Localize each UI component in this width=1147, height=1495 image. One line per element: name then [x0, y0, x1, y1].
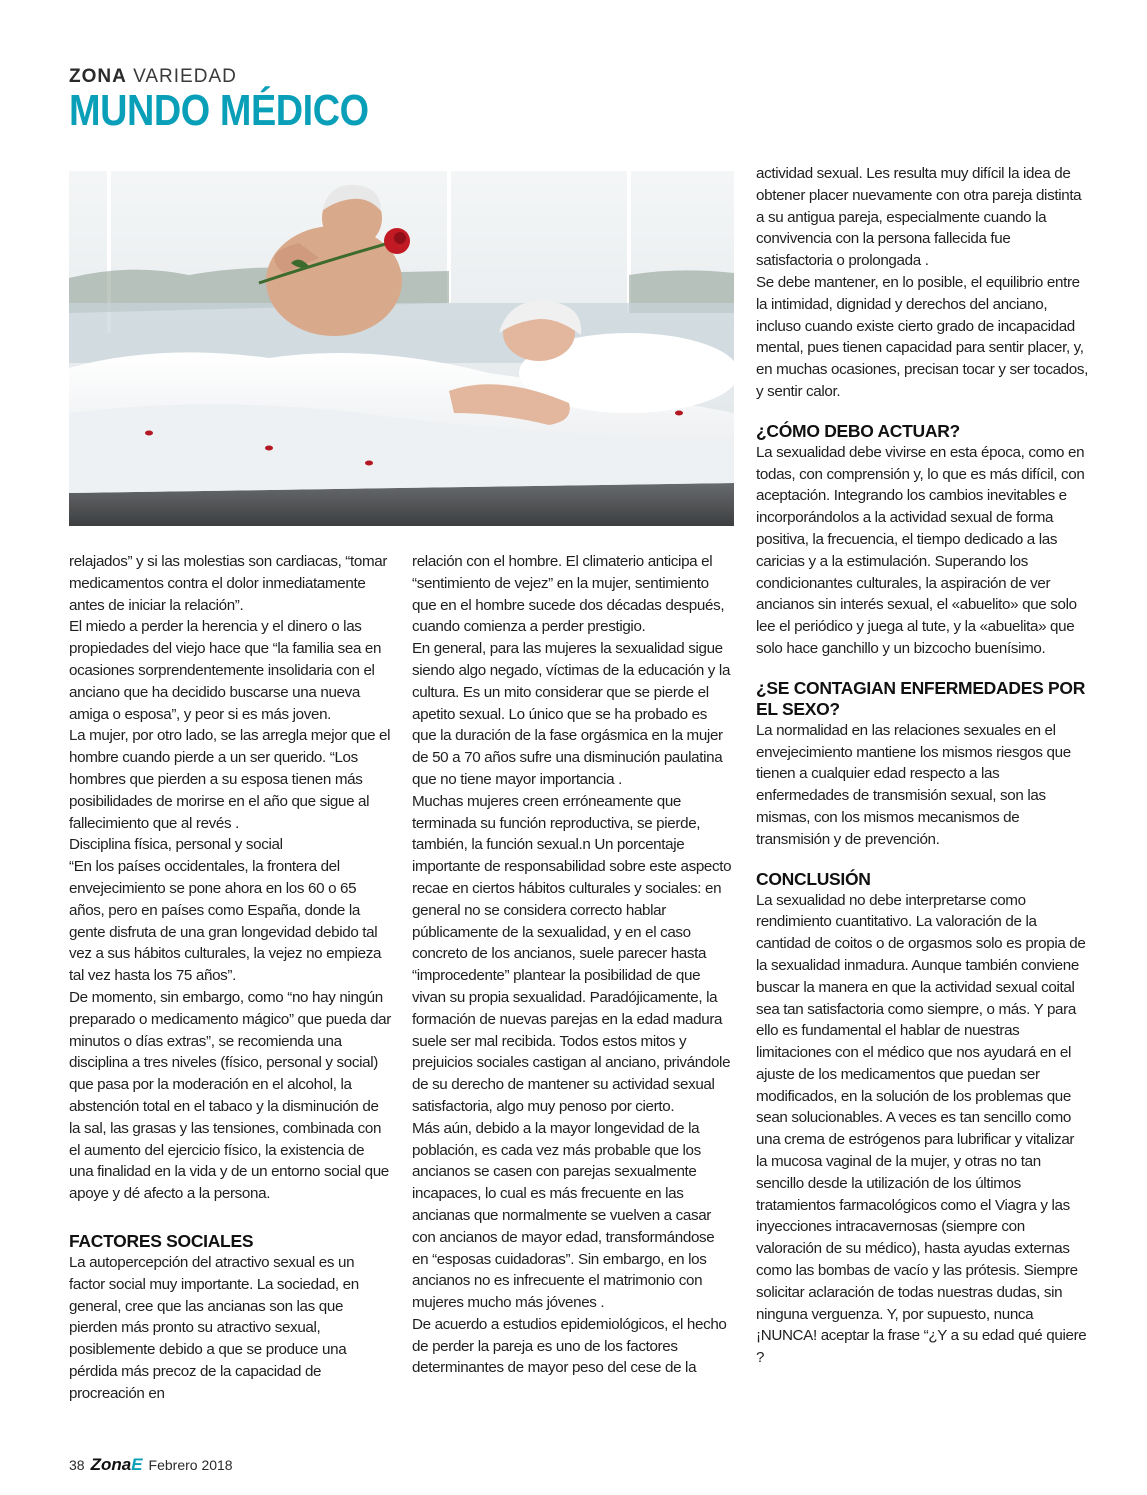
page-number: 38	[69, 1457, 85, 1473]
paragraph: La mujer, por otro lado, se las arregla mejor que el hombre cuando pierde a un ser querido. “Los hombres que pierden a su esposa tienen más posibilidades de morirse en el año que sigue al fallecimiento que al revés .	[69, 727, 391, 832]
paragraph: actividad sexual. Les resulta muy difícil la idea de obtener placer nuevamente con otra pareja distinta a su antigua pareja, especialmente cuando la convivencia con la persona fallecida fue satisfactoria o prolongada .	[756, 165, 1082, 270]
column-1	[69, 551, 391, 1404]
kicker-bold: ZONA	[69, 66, 127, 87]
issue-date: Febrero 2018	[148, 1457, 233, 1473]
subheading: Disciplina física, personal y social	[69, 836, 283, 854]
logo-e: E	[131, 1455, 143, 1474]
page-footer	[69, 1455, 233, 1475]
column-2	[412, 551, 734, 1379]
column-3	[756, 163, 1088, 1369]
paragraph: Se debe mantener, en lo posible, el equilibrio entre la intimidad, dignidad y derechos del anciano, incluso cuando existe cierto grado de incapacidad mental, pues tienen capacidad para sentir placer, y, en muchas ocasiones, precisan tocar y ser tocados, y sentir calor.	[756, 273, 1088, 400]
kicker-rest: VARIEDAD	[133, 66, 237, 87]
paragraph: “En los países occidentales, la frontera del envejecimiento se pone ahora en los 60 o 65 años, pero en países como España, donde la gente disfruta de una gran longevidad debido tal vez a sus hábitos culturales, la vejez no empieza tal vez hasta los 75 años”.	[69, 858, 382, 985]
couple-in-bed-illustration	[69, 163, 734, 526]
logo-main: Zona	[90, 1455, 132, 1474]
paragraph: De acuerdo a estudios epidemiológicos, el hecho de perder la pareja es uno de los factores determinantes de mayor peso del cese de la	[412, 1315, 727, 1377]
paragraph: De momento, sin embargo, como “no hay ningún preparado o medicamento mágico” que pueda dar minutos o días extras”, se recomienda una disciplina a tres niveles (físico, personal y social) que pasa por la moderación en el alcohol, la abstención total en el tabaco y la disminución de la sal, las grasas y las tensiones, combinada con el aumento del ejercicio físico, la existencia de una finalidad en la vida y de un entorno social que apoye y dé afecto a la persona.	[69, 988, 391, 1203]
heading-como-debo-actuar: ¿CÓMO DEBO ACTUAR?	[756, 420, 960, 441]
paragraph: relación con el hombre. El climaterio anticipa el “sentimiento de vejez” en la mujer, sentimiento que en el hombre sucede dos décadas después, cuando comienza a perder prestigio.	[412, 553, 725, 636]
section-kicker	[69, 66, 417, 88]
paragraph: Muchas mujeres creen erróneamente que terminada su función reproductiva, se pierde, también, la función sexual.n Un porcentaje importante de responsabilidad sobre este aspecto recae en ciertos hábitos culturales y sociales: en general no se considera correcto hablar públicamente de la sexualidad, y en el caso concreto de los ancianos, suele parecer hasta “improcedente” plantear la posibilidad de que vivan su propia sexualidad. Paradójicamente, la formación de nuevas parejas en la edad madura suele ser mal recibida. Todos estos mitos y prejuicios sociales castigan al anciano, privándole de su derecho de mantener su actividad sexual satisfactoria, algo muy penoso por cierto.	[412, 792, 732, 1115]
article-photo	[69, 163, 734, 526]
heading-contagian-enfermedades: ¿SE CONTAGIAN ENFERMEDADES POR EL SEXO?	[756, 677, 1086, 719]
section-header	[69, 66, 417, 134]
paragraph: Más aún, debido a la mayor longevidad de la población, es cada vez más probable que los ancianos se casen con parejas sexualmente incapaces, lo cual es más frecuente en las ancianas que normalmente se vuelven a casar con ancianos de mayor edad, transformándose en “esposas cuidadoras”. Sin embargo, en los ancianos no es infrecuente el matrimonio con mujeres mucho más jóvenes .	[412, 1119, 715, 1312]
paragraph: La autopercepción del atractivo sexual es un factor social muy importante. La sociedad, en general, cree que las ancianas son las que pierden más pronto su atractivo sexual, posiblemente debido a que se produce una pérdida más precoz de la capacidad de procreación en	[69, 1253, 359, 1402]
paragraph: El miedo a perder la herencia y el dinero o las propiedades del viejo hace que “la familia sea en ocasiones sorprendentemente insolidaria con el anciano que ha decidido buscarse una nueva amiga o esposa”, y peor si es más joven.	[69, 618, 382, 723]
section-title: MUNDO MÉDICO	[69, 86, 369, 135]
paragraph: La normalidad en las relaciones sexuales en el envejecimiento mantiene los mismos riesgos que tienen a cualquier edad respecto a las enfermedades de transmisión sexual, son las mismas, con los mismos mecanismos de transmisión y de prevención.	[756, 721, 1071, 848]
paragraph: relajados” y si las molestias son cardiacas, “tomar medicamentos contra el dolor inmediatamente antes de iniciar la relación”.	[69, 553, 388, 614]
paragraph: La sexualidad no debe interpretarse como rendimiento cuantitativo. La valoración de la cantidad de coitos o de orgasmos solo es propia de la sexualidad inmadura. Aunque también conviene buscar la manera en que la actividad sexual coital sea tan satisfactoria como siempre, o más. Y para ello es fundamental el hablar de nuestras limitaciones con el médico que nos ayudará en el ajuste de los medicamentos que puedan ser modificados, en la solución de los problemas que sean solucionables. A veces es tan sencillo como una crema de estrógenos para lubrificar y vitalizar la mucosa vaginal de la mujer, y otras no tan sencillo desde la utilización de los últimos tratamientos farmacológicos como el Viagra y las inyecciones intracavernosas (siempre con valoración de su médico), hasta ayudas externas como las bombas de vacío y las prótesis. Siempre solicitar aclaración de todas nuestras dudas, sin ninguna verguenza. Y, por supuesto, nunca ¡NUNCA! aceptar la frase “¿Y a su edad qué quiere ?	[756, 891, 1087, 1367]
heading-factores-sociales: FACTORES SOCIALES	[69, 1230, 254, 1251]
paragraph: La sexualidad debe vivirse en esta época, como en todas, con comprensión y, lo que es más difícil, con aceptación. Integrando los cambios inevitables e incorporándolos a la actividad sexual de forma positiva, la frecuencia, el tiempo dedicado a las caricias y a la estimulación. Superando los condicionantes culturales, la aspiración de ver ancianos sin interés sexual, el «abuelito» que solo lee el periódico y juega al tute, y la «abuelita» que solo hace ganchillo y un bizcocho buenísimo.	[756, 443, 1085, 657]
paragraph: En general, para las mujeres la sexualidad sigue siendo algo negado, víctimas de la educación y la cultura. Es un mito considerar que se pierde el apetito sexual. Lo único que se ha probado es que la duración de la fase orgásmica en la mujer de 50 a 70 años sufre una disminución paulatina que no tiene mayor importancia .	[412, 640, 731, 788]
heading-conclusion: CONCLUSIÓN	[756, 868, 871, 889]
magazine-logo	[91, 1455, 143, 1475]
